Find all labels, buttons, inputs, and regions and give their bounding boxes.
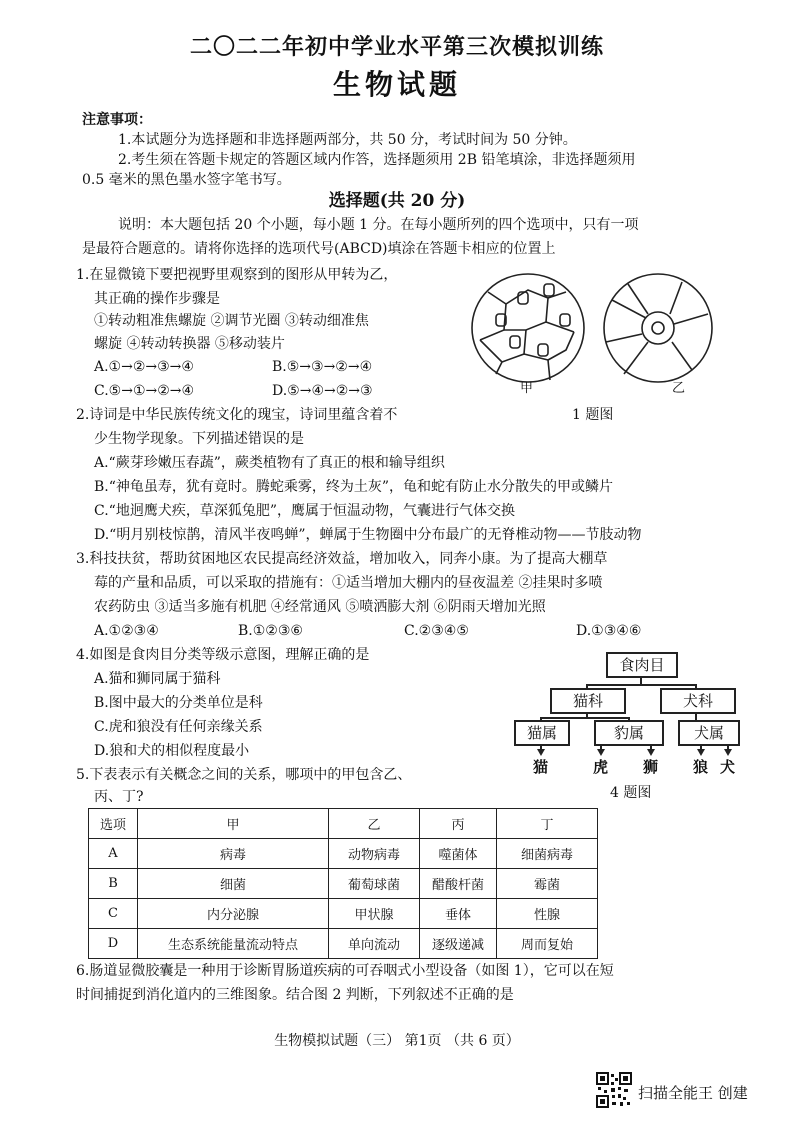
- cell: B: [89, 869, 138, 899]
- cell: 周而复始: [497, 929, 598, 959]
- table-header-row: [89, 809, 598, 839]
- node-felidae: 猫科: [550, 688, 626, 714]
- th-ding: 丁: [497, 809, 598, 839]
- exam-title: 二〇二二年初中学业水平第三次模拟训练: [189, 34, 604, 60]
- q2-option-b: B.“神龟虽寿，犹有竟时。腾蛇乘雾，终为土灰”，龟和蛇有防止水分散失的甲或鳞片: [94, 479, 614, 495]
- cell: 霉菌: [497, 869, 598, 899]
- section-title: 选择题(共 20 分): [328, 191, 466, 211]
- field-yi: [604, 274, 712, 382]
- q4-option-d: D.狼和犬的相似程度最小: [94, 743, 250, 759]
- cell: 甲状腺: [329, 899, 420, 929]
- q1-option-b: B.⑤→③→②→④: [272, 359, 373, 375]
- q3-option-a: A.①②③④: [94, 623, 159, 639]
- scanner-watermark: 扫描全能王 创建: [638, 1084, 748, 1102]
- table-row: [89, 839, 598, 869]
- th-bing: 丙: [420, 809, 497, 839]
- field-jia: [472, 274, 584, 382]
- cell: 醋酸杆菌: [420, 869, 497, 899]
- q1-option-c: C.⑤→①→②→④: [94, 383, 195, 399]
- q6-stem-2: 时间捕捉到消化道内的三维图象。结合图 2 判断，下列叙述不正确的是: [76, 987, 514, 1003]
- leaf-tiger: 虎: [593, 758, 609, 776]
- th-jia: 甲: [138, 809, 329, 839]
- node-canidae: 犬科: [660, 688, 736, 714]
- table-row: [89, 869, 598, 899]
- q5-table: [88, 808, 598, 959]
- th-option: 选项: [89, 809, 138, 839]
- leaf-cat: 猫: [533, 758, 549, 776]
- q1-option-d: D.⑤→④→②→③: [272, 383, 373, 399]
- page-footer: 生物模拟试题（三） 第1页 （共 6 页）: [274, 1033, 520, 1049]
- cell: C: [89, 899, 138, 929]
- cell: 垂体: [420, 899, 497, 929]
- q4-option-c: C.虎和狼没有任何亲缘关系: [94, 719, 263, 735]
- table-row: [89, 929, 598, 959]
- q4-option-a: A.猫和狮同属于猫科: [94, 671, 221, 687]
- node-canis: 犬属: [678, 720, 740, 746]
- q2-option-c: C.“地迥鹰犬疾，草深狐兔肥”，鹰属于恒温动物，气囊进行气体交换: [94, 503, 515, 519]
- cell: 生态系统能量流动特点: [138, 929, 329, 959]
- q2-option-a: A.“蕨芽珍嫩压春蔬”，蕨类植物有了真正的根和输导组织: [94, 455, 445, 471]
- q3-option-b: B.①②③⑥: [238, 623, 303, 639]
- q1-option-a: A.①→②→③→④: [94, 359, 194, 375]
- q1-stem-1: 1.在显微镜下要把视野里观察到的图形从甲转为乙，: [76, 267, 398, 283]
- q2-option-d: D.“明月别枝惊鹊，清风半夜鸣蝉”，蝉属于生物圈中分布最广的无脊椎动物——节肢动物: [94, 527, 642, 543]
- q3-option-d: D.①③④⑥: [576, 623, 642, 639]
- leaf-wolf: 狼: [693, 758, 709, 776]
- q1-microscope-figure: [466, 270, 716, 392]
- leaf-dog: 犬: [720, 758, 736, 776]
- q1-fig-left-label: 甲: [520, 381, 534, 396]
- qr-code-icon: [596, 1072, 632, 1108]
- notice-item-1: 1.本试题分为选择题和非选择题两部分，共 50 分，考试时间为 50 分钟。: [118, 132, 577, 148]
- q1-stem-2: 其正确的操作步骤是: [94, 291, 220, 307]
- q5-stem-2: 丙、丁?: [94, 789, 144, 805]
- leaf-lion: 狮: [643, 758, 659, 776]
- q4-option-b: B.图中最大的分类单位是科: [94, 695, 263, 711]
- q5-stem-1: 5.下表表示有关概念之间的关系，哪项中的甲包含乙、: [76, 767, 412, 783]
- cell: 单向流动: [329, 929, 420, 959]
- notice-item-2: 2.考生须在答题卡规定的答题区域内作答，选择题须用 2B 铅笔填涂，非选择题须用: [118, 152, 636, 168]
- cell: 葡萄球菌: [329, 869, 420, 899]
- cell: D: [89, 929, 138, 959]
- cell: 细菌病毒: [497, 839, 598, 869]
- section-desc-1: 说明：本大题包括 20 个小题，每小题 1 分。在每小题所列的四个选项中，只有一项: [118, 217, 639, 233]
- cell: 噬菌体: [420, 839, 497, 869]
- cell: 细菌: [138, 869, 329, 899]
- table-row: [89, 899, 598, 929]
- q6-stem-1: 6.肠道显微胶囊是一种用于诊断胃肠道疾病的可吞咽式小型设备（如图 1），它可以在短: [76, 963, 614, 979]
- q1-steps-1: ①转动粗准焦螺旋 ②调节光圈 ③转动细准焦: [94, 313, 369, 329]
- q4-stem: 4.如图是食肉目分类等级示意图，理解正确的是: [76, 647, 370, 663]
- q1-steps-2: 螺旋 ④转动转换器 ⑤移动装片: [94, 336, 285, 352]
- node-panthera: 豹属: [594, 720, 664, 746]
- cell: 动物病毒: [329, 839, 420, 869]
- q2-stem-2: 少生物学现象。下列描述错误的是: [94, 431, 304, 447]
- q3-stem-3: 农药防虫 ③适当多施有机肥 ④经常通风 ⑤喷洒膨大剂 ⑥阴雨天增加光照: [94, 599, 546, 615]
- q3-option-c: C.②③④⑤: [404, 623, 469, 639]
- section-desc-2: 是最符合题意的。请将你选择的选项代号(ABCD)填涂在答题卡相应的位置上: [82, 241, 556, 257]
- q1-fig-right-label: 乙: [672, 381, 686, 396]
- node-carnivora: 食肉目: [606, 652, 678, 678]
- exam-subtitle: 生物试题: [332, 68, 461, 101]
- th-yi: 乙: [329, 809, 420, 839]
- q3-stem-2: 莓的产量和品质，可以采取的措施有：①适当增加大棚内的昼夜温差 ②挂果时多喷: [94, 575, 603, 591]
- cell: A: [89, 839, 138, 869]
- notice-heading: 注意事项：: [82, 112, 152, 128]
- q2-stem-1: 2.诗词是中华民族传统文化的瑰宝，诗词里蕴含着不: [76, 407, 398, 423]
- cell: 性腺: [497, 899, 598, 929]
- cell: 逐级递减: [420, 929, 497, 959]
- q1-caption: 1 题图: [572, 407, 614, 423]
- cell: 病毒: [138, 839, 329, 869]
- q3-stem-1: 3.科技扶贫，帮助贫困地区农民提高经济效益，增加收入，同奔小康。为了提高大棚草: [76, 551, 608, 567]
- notice-item-3: 0.5 毫米的黑色墨水签字笔书写。: [82, 172, 291, 188]
- q4-caption: 4 题图: [610, 785, 652, 801]
- node-felis: 猫属: [514, 720, 570, 746]
- cell: 内分泌腺: [138, 899, 329, 929]
